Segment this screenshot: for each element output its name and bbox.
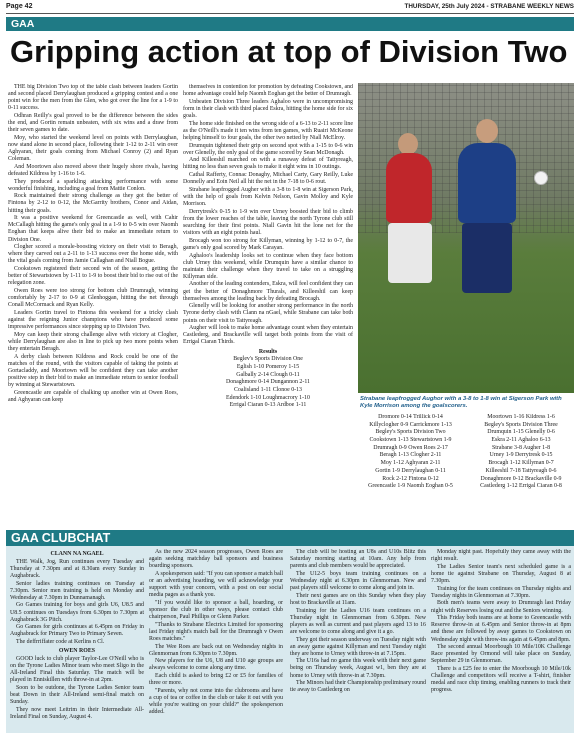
paragraph: Eskra 2-11 Aghaloo 6-13 <box>491 437 551 444</box>
paragraph: Drumquin tightened their grip on second spot with a 1-15 to 0-6 win over Glenelly, the only goal of the game scored by Sean McDonagh. <box>183 142 353 156</box>
paragraph: Killyclogher 0-9 Carrickmore 1-13 <box>369 421 452 428</box>
paragraph: Each child is asked to bring £2 or £5 for families of three or more. <box>149 673 283 687</box>
paragraph: Greencastle are capable of chalking up another win at Owen Roes, and Aghyaran can keep <box>8 389 178 403</box>
paragraph: Errigal Ciaran 0-13 Ardboe 1-11 <box>229 402 307 409</box>
paragraph: "Thanks to Strabane Electrics Limited for sponsoring last Friday night's match ball for the Drumragh v Owen Roes matches." <box>149 621 283 642</box>
paragraph: Monday night past. Hopefully they came away with the right result. <box>431 549 571 563</box>
paragraph: They produced a sparkling attacking performance with some wonderful finishing, including a goal from Mattie Conlon. <box>8 178 178 192</box>
headline: Gripping action at top of Division Two <box>10 34 568 69</box>
paragraph: This Friday both teams are at home to Greencastle with Reserve throw-in at 6.45pm and Senior throw-in at 8pm and these are followed by away games to Cookstown on Wednesday night with throw-ins again at 6.45pm and 8pm. <box>431 615 571 643</box>
paragraph: The Ladies Senior team's next scheduled game is a home tie against Strabane on Thursday, August 8 at 7.30pm. <box>431 563 571 584</box>
paragraph: The U12-5 boys team training continues on a Wednesday night at 6.30pm in Glenmornan. New and past players still welcome to come along and join in. <box>290 570 426 592</box>
paragraph: Gortin 1-9 Derrylaughan 0-11 <box>375 467 446 474</box>
paragraph: Cookstown registered their second win of the season, getting the better of Stewartstown by 1-11 to 1-9 to boost their bid to rise out of the relegation zone. <box>8 266 178 287</box>
clubchat-column-3 <box>290 549 426 733</box>
paragraph: Castlederg 1-12 Errigal Ciaran 0-8 <box>480 483 562 490</box>
paragraph: GOOD luck to club player Taylor-Lee O'Neill who is on the Tyrone Ladies Minor team who meet Sligo in the All-Ireland Final this Saturday. The match will be played in Enniskillen with throw-in at 2pm. <box>10 655 144 684</box>
paragraph: Glenelly will be looking for another strong performance in the north Tyrone derby clash with Clann na nGael, while Strabane can take both points on their visit to Tattyreagh. <box>183 303 353 324</box>
paragraph: As the new 2024 season progresses, Owen Roes are again seeking matchday ball sponsors and business boarding sponsors. <box>149 549 283 570</box>
paragraph: Moy, who started the weekend level on points with Derrylaughan, now stand alone in second place, following their 1-12 to 2-11 win over Aghyaran, their goals coming from Michael Conroy (2) and Ryan Coleman. <box>8 134 178 163</box>
paragraph: Begley's Sports Division Two <box>375 429 446 436</box>
paragraph: Both men's teams were away to Drumragh last Friday night with Reserves losing out and the Seniors winning. <box>431 600 571 614</box>
paragraph: They now meet Leitrim in their Intermediate All-Ireland Final on Sunday, August 4. <box>10 706 144 720</box>
article-column-1 <box>8 84 178 528</box>
player-blue-head <box>476 119 498 143</box>
clubchat-column-2 <box>149 549 283 733</box>
paragraph: They got their season underway on Tuesday night with an away game against Killyman and next Tuesday night they are home to Urney with throw-in at 7.15pm. <box>290 636 426 657</box>
paragraph: "If you would like to sponsor a ball, hoarding, or sponsor the club in other ways, please contact club chairperson, Paul Phillips or Glenn Parker. <box>149 599 283 621</box>
paragraph: The Minors had their Championship preliminary round tie away to Castlederg on <box>290 680 426 694</box>
player-blue-shorts <box>462 223 512 293</box>
player-blue-jersey <box>458 143 516 223</box>
paragraph: Aghaloo's leadership looks set to continue when they face bottom club Urney this weekend, while Drumquin have a similar chance to maintain their challenge when they travel to take on a struggling Killyman side. <box>183 252 353 280</box>
paragraph: Derrytresk's 0-15 to 1-9 win over Urney boosted their bid to climb from the lower reaches of the table, leaving the north Tyrone club still searching for their first points. Niall Gavin hit the lone net for the visitors with an eight points haul. <box>183 208 353 237</box>
paragraph: Cathal Rafferty, Connac Donaghy, Michael Carty, Gary Reilly, Luke Donnelly and Eoin Neil all hit the net in the 7-18 to 0-6 rout. <box>183 172 353 186</box>
results-column-3 <box>358 414 463 526</box>
player-red-head <box>398 133 418 155</box>
paragraph: Drumquin 1-15 Glenelly 0-6 <box>487 429 555 436</box>
paragraph: "Parents, why not come into the clubrooms and have a cup of tea or coffee in the club or take it out with you while you're waiting on your child?" the spokesperson added. <box>149 687 283 716</box>
player-red-shorts <box>388 223 432 283</box>
paragraph: Training for the Ladies U16 team continues on a Thursday night in Glenmornan from 6.30pm. New players as well as current and past players aged 13 to 16 are welcome to come along and give it a go. <box>290 607 426 635</box>
paragraph: Augher will look to make home advantage count when they entertain Castlederg, and Brackaville will target both points from the visit of Errigal Ciaran Thirds. <box>183 325 353 346</box>
football-match-photo <box>358 83 574 393</box>
paragraph: The deffrriffater code at Kerlins n Cl. <box>16 639 105 646</box>
paragraph: Rock maintained their strong challenge as they got the better of Fintona by 2-12 to 0-12, the McGarrity brothers, Conor and Aidan, hitting their goals. <box>8 193 178 214</box>
paragraph: It was a positive weekend for Greencastle as well, with Cahir McCallagh hitting the game's only goal in a 1-9 to 0-5 win over Naomh Eoghan that keeps alive their bid to make an immediate return to Division One. <box>8 215 178 243</box>
results-heading: Results <box>258 348 278 355</box>
paragraph: Senior ladies training continues on Tuesday at 7.30pm. Senior men training is held on Monday and Wednesday at 7.30pm in Dunnamanagh. <box>10 580 144 601</box>
paragraph: Begley's Sports Division Three <box>484 421 558 428</box>
paragraph: Coalisland 1-11 Clonoe 0-13 <box>233 386 302 393</box>
paragraph: Dromore 0-14 Trillick 0-14 <box>378 414 443 420</box>
page-number: Page 42 <box>6 3 33 10</box>
paragraph: Beragh 1-13 Clogher 2-11 <box>379 452 442 459</box>
paragraph: Beglev's Sports Division One <box>233 356 303 363</box>
paragraph: Another of the leading contenders, Eskra, will feel confident they can get the better of Donaghmore Thurals, and Killeeshil can keep themselves among the leading back by defeating Brocagh. <box>183 281 353 302</box>
paragraph: Galbally 2-14 Clough 0-11 <box>236 371 300 378</box>
paragraph: Strabane leapfrogged Augher with a 3-8 to 1-8 win at Sigerson Park, with the help of goals from Kelvin Nelson, Gavin Molloy and Kyle Morrison. <box>183 186 353 208</box>
header-rule <box>6 13 574 14</box>
paragraph: Drumragh 0-9 Owen Roes 2-17 <box>373 444 448 451</box>
clubchat-title: GAA CLUBCHAT <box>6 530 574 546</box>
paragraph: Moortown 1-16 Kildress 1-6 <box>487 414 555 420</box>
paragraph: Strabane 3-8 Augher 1-8 <box>491 444 551 451</box>
results-column-4 <box>468 414 574 526</box>
paragraph: Brocagh won too strong for Killyman, winning by 1-12 to 0-7, the game's only goal scored by Mark Carayan. <box>183 237 353 251</box>
paragraph: Killeeshil 7-18 Tattyreagh 0-6 <box>485 467 557 474</box>
paragraph: Go Games training for boys and girls U6, U8.5 and U8.5 continues on Tuesdays from 6.30pm to 7.30pm at Aughabrack 3G Pitch. <box>10 602 144 623</box>
paragraph: Edendork 1-10 Loughmacrory 1-10 <box>226 394 310 401</box>
paragraph: A derby clash between Kildress and Rock could be one of the matches of the round, with the visitors capable of taking the points at Gortacladdy, and Moortown will be confident they can take another positive step in their bid to make an immediate return to senior football by winning at Stewartstown. <box>8 353 178 388</box>
paragraph: themselves in contention for promotion by defeating Cookstown, and home advantage could help Naomh Eoghan get the better of Drumragh. <box>183 84 353 98</box>
club-heading: OWEN ROES <box>58 648 96 655</box>
paragraph: Their next games are on this Sunday when they play host to Brackaville at 11am. <box>290 592 426 606</box>
paragraph: Clogher scored a morale-boosting victory on their visit to Beragh, where they carved out a 2-11 to 1-13 success over the home side, with the vital goals coming from Jamie Callaghan and Niall Bogue. <box>8 244 178 265</box>
paragraph: There is a £25 fee to enter the Moorbough 10 Mile/10k Challenge and competitors will receive a T-shirt, finisher medal and race chip timing, enabling runners to track their progress. <box>431 666 571 694</box>
paragraph: Go Games for girls continues at 6.45pm on Friday in Aughabrack for Primary Two to Primary Seven. <box>10 624 144 638</box>
paragraph: New players for the U6, U8 and U10 age groups are always welcome to come along any time. <box>149 658 283 672</box>
paragraph: Training for the team continues on Thursday nights and Tuesday nights in Glenmornan at 7.30pm. <box>431 585 571 599</box>
paragraph: The club will be hosting an U8s and U10s Blitz this Saturday morning starting at 10am. Any help from parents and club members would be appreciated. <box>290 549 426 570</box>
masthead: THURSDAY, 25th July 2024 - STRABANE WEEKLY NEWS <box>404 3 574 10</box>
paragraph: Leaders Gortin travel to Fintona this weekend for a tricky clash against the reigning Junior champions who have produced some impressive performances since stepping up to Division Two. <box>8 309 178 331</box>
photo-caption: Strabane leapfrogged Aughor with a 3-8 to 1-8 win at Sigerson Park with Kyle Morrison among the goalscorers. <box>360 396 562 409</box>
paragraph: Urney 1-9 Derrytresk 0-15 <box>489 452 553 459</box>
paragraph: Eglish 1-10 Pomeroy 1-15 <box>236 363 300 370</box>
paragraph: Moy 1-12 Aghyaran 2-11 <box>380 460 441 467</box>
paragraph: And Moortown also moved above their hugely shore rivals, having defeated Kildress by 1-16 to 1-6. <box>8 163 178 177</box>
paragraph: Soon to be outdone, the Tyrone Ladies Senior team beat Down in their All-Ireland semi-final match on Sunday. <box>10 684 144 706</box>
paragraph: Odhran Reilly's goal proved to be the difference between the sides the end, and Gortin remain unbeaten, with six wins and a draw from their seven games to date. <box>8 112 178 134</box>
clubchat-column-4 <box>431 549 571 733</box>
clubchat-column-1 <box>10 549 144 733</box>
paragraph: And Killeeshil marched on with a runaway defeat of Tattyreagh, hitting no less than seven goals to make it eight wins in 10 outings. <box>183 157 353 171</box>
paragraph: The Wee Roes are back out on Wednesday nights in Glenmornan from 6.30pm to 7.30pm. <box>149 643 283 657</box>
paragraph: Rock 2-12 Fintona 0-12 <box>382 475 439 482</box>
paragraph: THE big Division Two top of the table clash between leaders Gortin and second placed Derrylaughan produced a gripping contest and a one point win for the men from the Glen, who got over the line for a 1-9 to 0-11 success. <box>8 84 178 112</box>
paragraph: Donaghmore 0-14 Dungannon 2-11 <box>225 379 311 386</box>
player-red-jersey <box>386 153 432 223</box>
paragraph: Greencastle 1-9 Naomh Eoghan 0-5 <box>368 483 453 490</box>
paragraph: A spokesperson said: "If you can sponsor a match ball or an advertising hoarding, we will acknowledge your support with your concern, with a post on our social media pages as a thank you. <box>149 570 283 599</box>
football-icon <box>534 171 548 185</box>
paragraph: Owen Roes were too strong for bottom club Drumragh, winning comfortably by 2-17 to 0-9 at Glenhoggan, hitting the net through Conall McCormack and Ryan Kelly. <box>8 287 178 309</box>
paragraph: The second annual Moorbough 10 Mile/10K Challenge Race presented by Ormond will take place on Sunday, September 29 in Glenmornan. <box>431 644 571 665</box>
section-label-gaa: GAA <box>6 17 574 31</box>
paragraph: Donaghmore 0-12 Brackaville 0-9 <box>480 475 562 482</box>
paragraph: The U16s had no game this week with their next game being on Thursday week, August w1, ben they are at home to Urney with throw-in at 7.30pm. <box>290 658 426 679</box>
club-heading: CLANN NA NGAEL <box>50 551 104 557</box>
paragraph: Cookstown 1-13 Stewartstown 1-9 <box>369 437 452 444</box>
paragraph: Brocagh 1-12 Killyman 0-7 <box>488 460 554 467</box>
paragraph: THE Walk, Jog, Run continues every Tuesday and Thursday at 7.30pm and at 8.30am every Sunday in Aughabrack. <box>10 558 144 579</box>
paragraph: Unbeaten Division Three leaders Aghaloo were in uncompromising form in their clash with third placed Eskra, hitting the home side for six goals. <box>183 98 353 119</box>
paragraph: Moy can keep their strong challenge alive with victory at Clogher, while Derrylaughan are also in line to pick up two more points when they entertain Beragh. <box>8 331 178 352</box>
paragraph: The home side finished on the wrong side of a 6-13 to 2-11 score line as the O'Neill's made it ten wins from ten games, with Ruairi McKeone helping himself to four goals, the other two netted by Niall McElroy. <box>183 120 353 141</box>
article-column-2 <box>183 84 353 528</box>
